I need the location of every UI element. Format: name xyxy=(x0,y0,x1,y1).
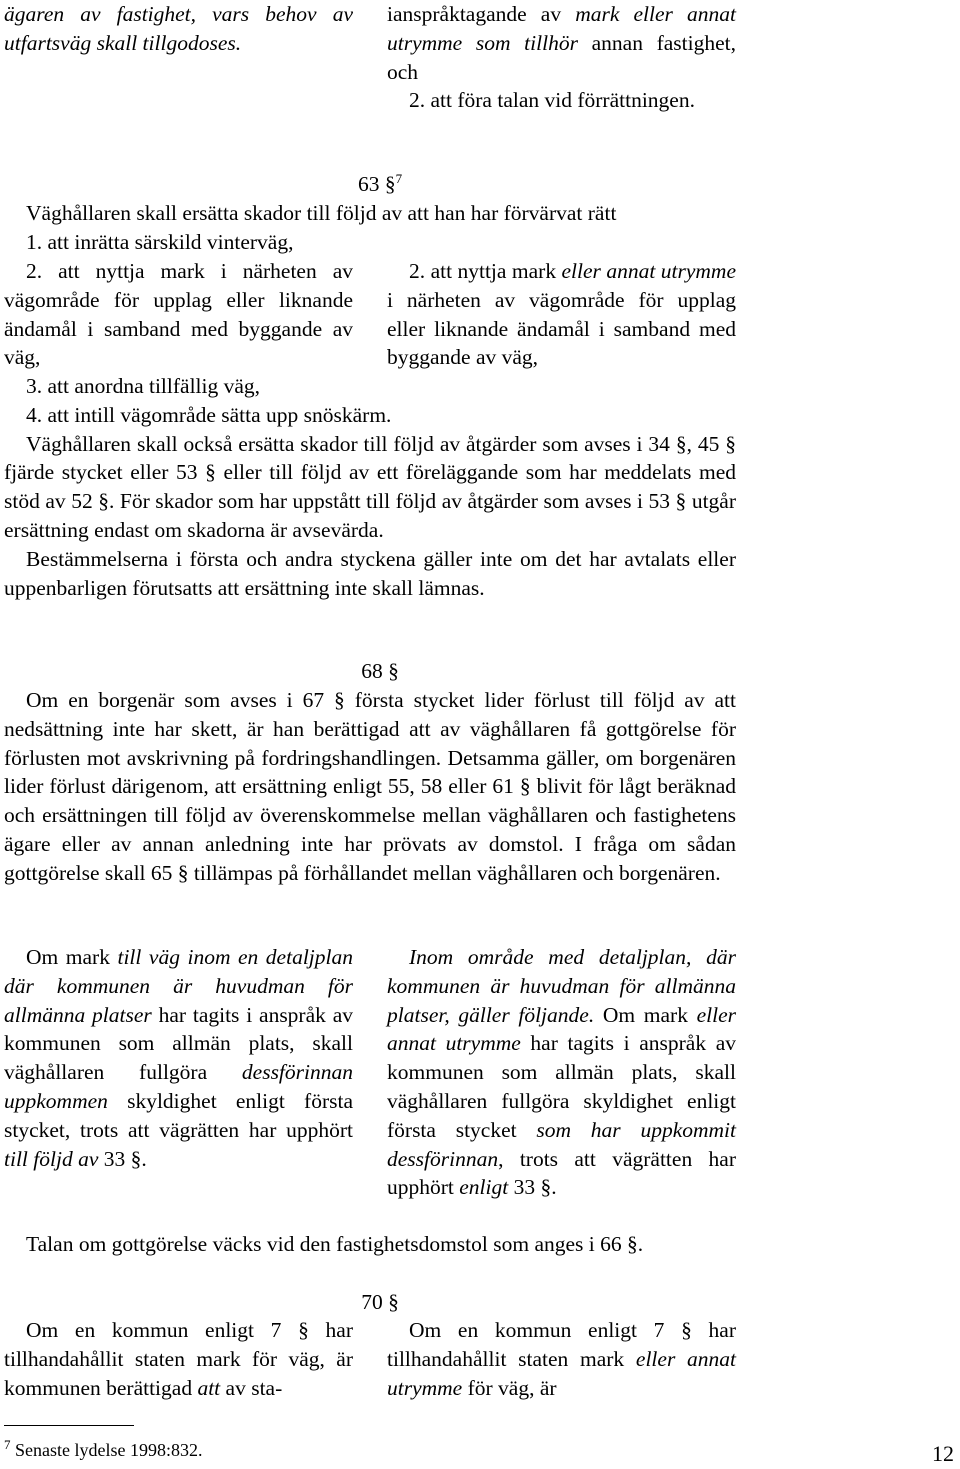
s70-right-a: Om en kommun enligt 7 § har tillhandahållit staten mark xyxy=(387,1318,736,1371)
top-right-text-1b: annan fastighet, och xyxy=(387,30,737,84)
footnote-text: Senaste lydelse 1998:832. xyxy=(10,1440,203,1460)
s70-left-b: av sta- xyxy=(220,1375,283,1400)
left-em-2: dessförinnan uppkommen xyxy=(4,1060,353,1113)
item-2-right-b: i närheten av vägområde för upplag eller liknande ändamål i samband med byggande av väg, xyxy=(387,287,736,370)
comparison-right-column xyxy=(387,943,736,1202)
item-2-right-a: 2. att nyttja mark xyxy=(409,259,562,283)
right-a: Om mark xyxy=(594,1002,697,1027)
section-63-item-3: 3. att anordna tillfällig väg, xyxy=(26,374,261,398)
left-c: skyldighet enligt första stycket, trots att vägrätten har upphört xyxy=(4,1088,353,1142)
section-63-number: 63 § xyxy=(357,172,396,196)
section-63-item-2-old xyxy=(4,257,353,372)
left-b: har tagits i anspråk av kommunen som allmän plats, skall väghållaren fullgöra xyxy=(4,1002,353,1085)
item-2-left-text: 2. att nyttja mark i närheten av vägområde för upplag eller liknande ändamål i samband med byggande av väg, xyxy=(4,259,353,370)
section-63-item-4: 4. att intill vägområde sätta upp snöskärm. xyxy=(26,402,392,427)
section-63-paragraph-3: Bestämmelserna i första och andra styckena gäller inte om det har avtalats eller uppenbarligen förutsatts att ersättning inte skall lämnas. xyxy=(4,546,736,600)
right-d: 33 §. xyxy=(508,1175,557,1200)
section-68-body xyxy=(4,686,736,888)
s70-right-em: eller annat utrymme xyxy=(387,1346,736,1400)
left-em-1: till väg inom en detaljplan där kommunen är huvudman för allmänna platser xyxy=(4,945,353,1027)
right-em-3: som har uppkommit dessförinnan xyxy=(387,1117,736,1171)
section-63-intro-block xyxy=(4,199,736,257)
section-63-item-2-new xyxy=(387,257,736,372)
left-a: Om mark xyxy=(26,945,118,969)
s70-right-b: för väg, är xyxy=(462,1375,557,1400)
right-b: har tagits i anspråk av kommunen som allmän plats, skall väghållaren fullgöra skyldighet enligt första stycket xyxy=(387,1031,736,1142)
top-left-text: ägaren av fastighet, vars behov av utfartsväg skall tillgodoses. xyxy=(4,2,353,55)
section-63-paragraph-2: Väghållaren skall också ersätta skador till följd av åtgärder som avses i 34 §, 45 § fjärde stycket eller 53 § eller till följd av ett föreläggande som har meddelats med stöd av 52 §. För skador som har uppstått till följd av åtgärder som avses i 53 § utgår ersättning endast om skadorna är avsevärda. xyxy=(4,431,736,542)
right-em-4: enligt xyxy=(459,1175,509,1200)
section-68-number: 68 § xyxy=(361,659,399,683)
talan-paragraph-block xyxy=(4,1230,736,1259)
talan-paragraph: Talan om gottgörelse väcks vid den fastighetsdomstol som anges i 66 §. xyxy=(26,1232,644,1256)
top-right-fragment xyxy=(387,0,736,115)
footnote-mark: 7 xyxy=(4,1437,11,1452)
section-63-body xyxy=(4,372,736,602)
section-70-number: 70 § xyxy=(361,1290,399,1314)
s70-left-em: att xyxy=(197,1375,221,1400)
comparison-left-column xyxy=(4,943,353,1173)
right-c: , trots att vägrätten har upphört xyxy=(387,1146,736,1200)
section-68-heading xyxy=(0,657,760,686)
top-left-fragment xyxy=(4,0,353,58)
footnote xyxy=(4,1436,202,1465)
footnote-rule xyxy=(4,1425,134,1426)
section-68-paragraph-1: Om en borgenär som avses i 67 § första stycket lider förlust till följd av att nedsättning inte har skett, är han berättigad att av väghållaren få gottgörelse för förlusten mot avskrivning på fordringshandlingen. Detsamma gäller, om borgenären lider förlust därigenom, att ersättning enligt 55, 58 eller 61 § blivit för lågt beräknad och ersättningen till följd av överenskommelse mellan väghållaren och fastighetens ägare eller av annan anledning inte har prövats av domstol. I fråga om sådan gottgörelse skall 65 § tillämpas på förhållandet mellan väghållaren och borgenären. xyxy=(4,688,736,885)
right-em-2: eller annat utrymme xyxy=(387,1002,736,1056)
left-d: 33 §. xyxy=(98,1146,147,1171)
section-70-left-column xyxy=(4,1316,353,1402)
section-70-right-column xyxy=(387,1316,736,1402)
s70-left-a: Om en kommun enligt 7 § har tillhandahållit staten mark för väg, är kommunen berättigad xyxy=(4,1318,353,1400)
top-right-text-1: ianspråktagande av xyxy=(387,2,576,26)
footnote-ref: 7 xyxy=(395,170,403,186)
top-right-item-2: 2. att föra talan vid förrättningen. xyxy=(409,88,695,113)
right-em-1: Inom område med detaljplan, där kommunen är huvudman för allmänna platser, gäller följande. xyxy=(387,945,736,1027)
left-em-3: till följd av xyxy=(4,1146,99,1171)
section-63-item-1: 1. att inrätta särskild vinterväg, xyxy=(26,229,294,254)
item-2-right-em: eller annat utrymme xyxy=(561,259,736,283)
section-63-heading xyxy=(0,170,760,199)
page-number: 12 xyxy=(932,1441,954,1466)
section-63-intro: Väghållaren skall ersätta skador till följd av att han har förvärvat rätt xyxy=(26,201,617,225)
section-70-heading xyxy=(0,1288,760,1317)
top-right-em: mark eller annat utrymme som tillhör xyxy=(387,2,737,55)
